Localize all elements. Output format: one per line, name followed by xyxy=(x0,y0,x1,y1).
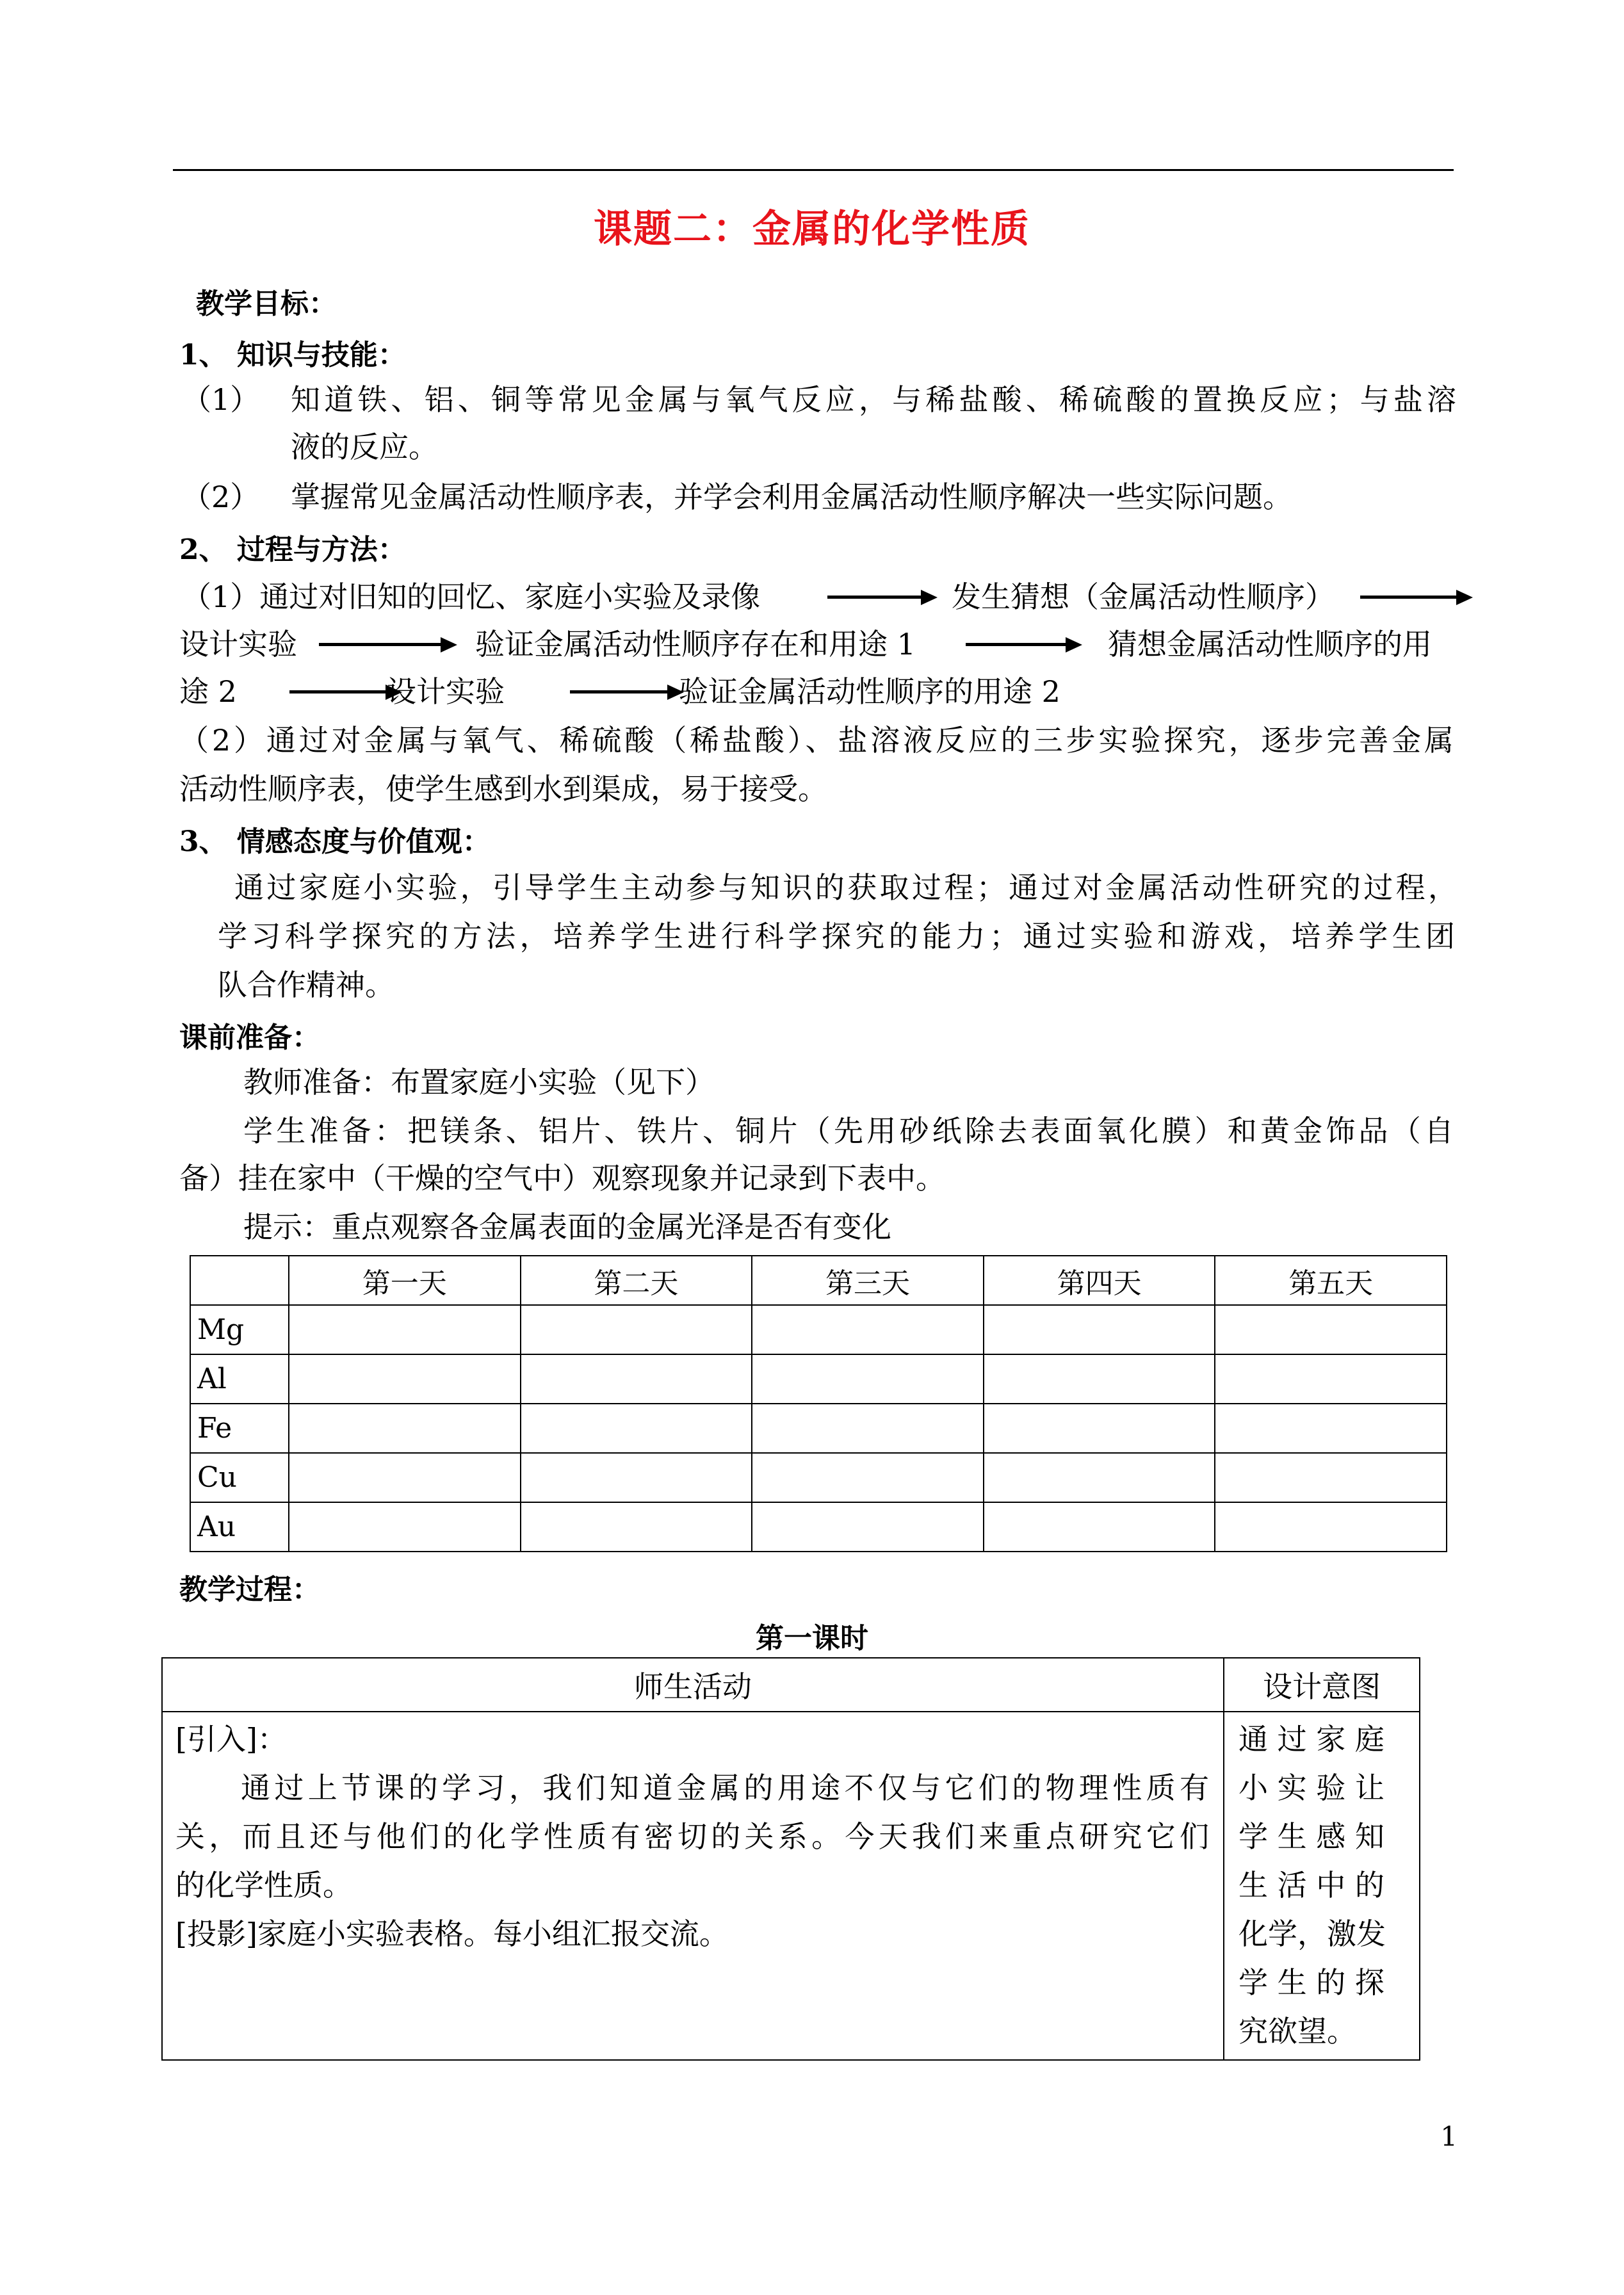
section-attitude-heading: 3、 情感态度与价值观： xyxy=(179,825,491,858)
intro-line1: 通过上节课的学习，我们知道金属的用途不仅与它们的物理性质有 xyxy=(241,1771,1209,1805)
process-para-2-line2: 活动性顺序表，使学生感到水到渠成，易于接受。 xyxy=(179,772,827,806)
lesson-header-row xyxy=(162,1658,1420,1712)
projection-note: [投影]家庭小实验表格。每小组汇报交流。 xyxy=(175,1917,729,1951)
teacher-prep: 教师准备：布置家庭小实验（见下） xyxy=(243,1065,715,1099)
lesson-table xyxy=(161,1657,1420,2061)
activity-cell xyxy=(162,1712,1224,2060)
page-title: 课题二：金属的化学性质 xyxy=(594,207,1030,252)
observation-cell[interactable] xyxy=(984,1502,1215,1552)
flow-step-guess-use: 猜想金属活动性顺序的用 xyxy=(1108,627,1432,661)
flow-step-guess: 发生猜想（金属活动性顺序） xyxy=(952,580,1335,614)
observation-cell[interactable] xyxy=(1215,1404,1447,1453)
activity-column-header: 师生活动 xyxy=(162,1658,1224,1712)
table-header-cell: 第三天 xyxy=(752,1256,984,1305)
flow-step-recall: （1）通过对旧知的回忆、家庭小实验及录像 xyxy=(182,580,761,614)
intent-line: 通 过 家 庭 xyxy=(1238,1722,1384,1756)
metal-label: Cu xyxy=(190,1453,289,1502)
session-title: 第一课时 xyxy=(756,1622,868,1655)
observation-cell[interactable] xyxy=(1215,1453,1447,1502)
metal-label: Al xyxy=(190,1354,289,1404)
observation-cell[interactable] xyxy=(752,1354,984,1404)
table-header-cell: 第四天 xyxy=(984,1256,1215,1305)
observation-cell[interactable] xyxy=(289,1502,521,1552)
observation-table xyxy=(190,1255,1447,1552)
knowledge-item-1-line2: 液的反应。 xyxy=(291,430,438,464)
flow-step-design-2: 设计实验 xyxy=(387,674,505,709)
observation-cell[interactable] xyxy=(752,1305,984,1354)
observation-hint: 提示：重点观察各金属表面的金属光泽是否有变化 xyxy=(243,1210,891,1244)
table-row xyxy=(190,1453,1447,1502)
intro-line3: 的化学性质。 xyxy=(175,1868,352,1902)
observation-cell[interactable] xyxy=(752,1502,984,1552)
knowledge-item-2: 掌握常见金属活动性顺序表，并学会利用金属活动性顺序解决一些实际问题。 xyxy=(291,480,1292,514)
header-rule xyxy=(173,169,1454,171)
observation-cell[interactable] xyxy=(752,1404,984,1453)
table-header-cell: 第二天 xyxy=(521,1256,752,1305)
flow-step-use-2: 途 2 xyxy=(179,674,237,709)
table-header-cell xyxy=(190,1256,289,1305)
intent-line: 学 生 的 探 xyxy=(1238,1965,1384,2000)
student-prep-line2: 备）挂在家中（干燥的空气中）观察现象并记录到下表中。 xyxy=(179,1161,945,1196)
observation-cell[interactable] xyxy=(1215,1305,1447,1354)
flow-arrow xyxy=(966,643,1078,646)
observation-cell[interactable] xyxy=(984,1404,1215,1453)
observation-cell[interactable] xyxy=(521,1305,752,1354)
metal-label: Au xyxy=(190,1502,289,1552)
table-row xyxy=(190,1305,1447,1354)
table-row xyxy=(190,1354,1447,1404)
flow-step-verify-1: 验证金属活动性顺序存在和用途 1 xyxy=(475,627,916,661)
intro-line2: 关，而且还与他们的化学性质有密切的关系。今天我们来重点研究它们 xyxy=(175,1819,1209,1854)
flow-step-design: 设计实验 xyxy=(179,627,297,661)
observation-cell[interactable] xyxy=(289,1354,521,1404)
observation-cell[interactable] xyxy=(289,1453,521,1502)
observation-cell[interactable] xyxy=(752,1453,984,1502)
flow-arrow xyxy=(570,690,680,693)
observation-cell[interactable] xyxy=(289,1404,521,1453)
page-number: 1 xyxy=(1440,2121,1458,2152)
process-heading: 教学过程： xyxy=(179,1573,320,1606)
flow-step-verify-2: 验证金属活动性顺序的用途 2 xyxy=(679,674,1060,709)
intent-line: 化学，激发 xyxy=(1238,1917,1386,1951)
intent-line: 究欲望。 xyxy=(1238,2014,1356,2048)
knowledge-item-1-line1: 知道铁、铝、铜等常见金属与氧气反应，与稀盐酸、稀硫酸的置换反应；与盐溶 xyxy=(291,382,1456,417)
attitude-line1: 通过家庭小实验，引导学生主动参与知识的获取过程；通过对金属活动性研究的过程， xyxy=(234,870,1458,905)
table-header-cell: 第一天 xyxy=(289,1256,521,1305)
flow-arrow xyxy=(827,596,934,599)
section-knowledge-heading: 1、 知识与技能： xyxy=(179,339,406,371)
observation-cell[interactable] xyxy=(984,1453,1215,1502)
process-para-2-line1: （2）通过对金属与氧气、稀硫酸（稀盐酸）、盐溶液反应的三步实验探究，逐步完善金属 xyxy=(179,723,1454,758)
observation-cell[interactable] xyxy=(521,1354,752,1404)
flow-arrow xyxy=(319,643,453,646)
intro-tag: [引入]： xyxy=(175,1722,287,1756)
observation-cell[interactable] xyxy=(984,1305,1215,1354)
item-number: （1） xyxy=(182,382,260,417)
intent-line: 生 活 中 的 xyxy=(1238,1868,1384,1902)
observation-cell[interactable] xyxy=(984,1354,1215,1404)
table-header-row xyxy=(190,1256,1447,1305)
attitude-line3: 队合作精神。 xyxy=(218,968,394,1002)
metal-label: Mg xyxy=(190,1305,289,1354)
section-process-heading: 2、 过程与方法： xyxy=(179,533,406,566)
metal-label: Fe xyxy=(190,1404,289,1453)
table-row xyxy=(190,1502,1447,1552)
observation-cell[interactable] xyxy=(1215,1354,1447,1404)
flow-arrow xyxy=(289,690,398,693)
observation-cell[interactable] xyxy=(1215,1502,1447,1552)
flow-arrow xyxy=(1360,596,1469,599)
intent-cell xyxy=(1224,1712,1420,2060)
observation-cell[interactable] xyxy=(521,1502,752,1552)
objectives-heading: 教学目标： xyxy=(196,288,337,320)
intent-line: 学 生 感 知 xyxy=(1238,1819,1384,1854)
intent-line: 小 实 验 让 xyxy=(1238,1771,1384,1805)
observation-cell[interactable] xyxy=(521,1453,752,1502)
table-row xyxy=(190,1404,1447,1453)
lesson-row xyxy=(162,1712,1420,2060)
observation-cell[interactable] xyxy=(289,1305,521,1354)
item-number: （2） xyxy=(182,480,260,514)
attitude-line2: 学习科学探究的方法，培养学生进行科学探究的能力；通过实验和游戏，培养学生团 xyxy=(218,919,1455,953)
prep-heading: 课前准备： xyxy=(179,1021,320,1054)
table-header-cell: 第五天 xyxy=(1215,1256,1447,1305)
intent-column-header: 设计意图 xyxy=(1224,1658,1420,1712)
student-prep-line1: 学生准备：把镁条、铝片、铁片、铜片（先用砂纸除去表面氧化膜）和黄金饰品（自 xyxy=(243,1114,1454,1148)
observation-cell[interactable] xyxy=(521,1404,752,1453)
